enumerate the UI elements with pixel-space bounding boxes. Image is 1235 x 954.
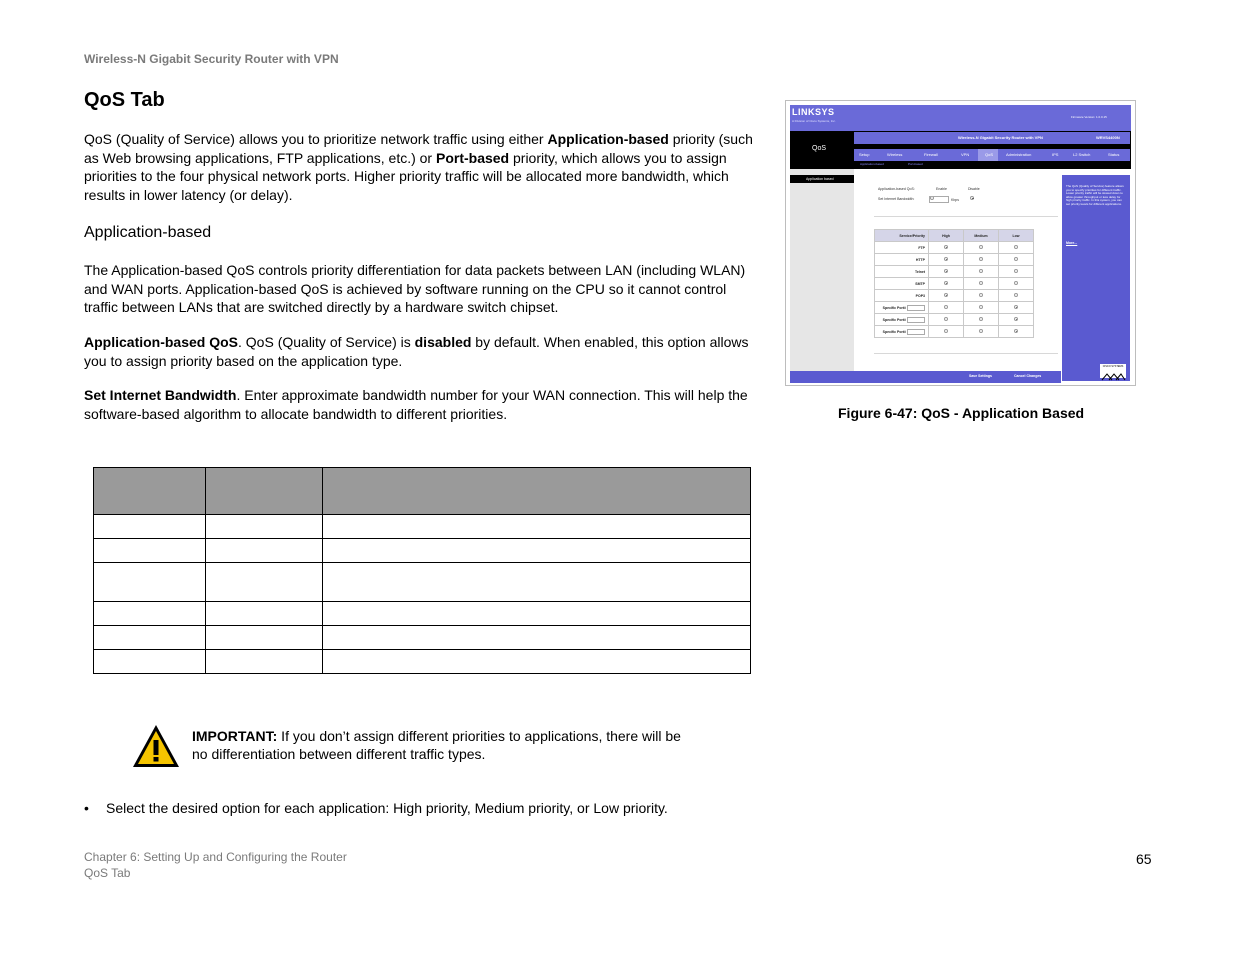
col-service: Service/Priority: [875, 230, 929, 242]
divider: [874, 216, 1058, 217]
cisco-bridge-icon: [1100, 372, 1126, 381]
table-cell: [94, 650, 206, 674]
col-medium: Medium: [964, 230, 999, 242]
priority-radio-low[interactable]: [1014, 281, 1018, 285]
priority-table-header: [875, 230, 1034, 242]
table-row: [94, 563, 751, 602]
nav-status[interactable]: Status: [1108, 152, 1120, 157]
priority-row: [875, 242, 1034, 254]
blank-reference-table: [93, 467, 751, 674]
intro-text-1: QoS (Quality of Service) allows you to prioritize network traffic using either: [84, 131, 548, 147]
priority-cell-low: [999, 242, 1034, 254]
bandwidth-text: . Enter approximate bandwidth number for your WAN connection. This will help the software-based algorithm to allocate bandwidth to different priorities.: [84, 387, 748, 422]
save-settings-button[interactable]: Save Settings: [969, 374, 992, 378]
disable-label: Disable: [968, 187, 980, 191]
priority-cell-low: [999, 326, 1034, 338]
table-cell: [94, 602, 206, 626]
priority-cell-low: [999, 290, 1034, 302]
priority-service-cell: [875, 290, 929, 302]
bandwidth-term: Set Internet Bandwidth: [84, 387, 237, 403]
table-cell: [94, 626, 206, 650]
table-cell: [206, 539, 323, 563]
subnav-application-based[interactable]: Application-based: [860, 162, 884, 166]
priority-radio-medium[interactable]: [979, 317, 983, 321]
port-input[interactable]: [907, 305, 925, 311]
service-name: Specific Port#: [882, 329, 906, 334]
priority-cell-medium: [964, 326, 999, 338]
priority-cell-low: [999, 254, 1034, 266]
enable-label: Enable: [936, 187, 947, 191]
nav-qos[interactable]: QoS: [985, 152, 994, 157]
priority-cell-medium: [964, 266, 999, 278]
priority-cell-low: [999, 314, 1034, 326]
table-cell: [206, 602, 323, 626]
help-text: The QoS (Quality of Service) feature allows you to specify priorities for different traffic. Lower priority traffic will be slowed down to allow greater throughput or less delay for high priority traffic. In this system, you can set priority levels for different applications.: [1066, 184, 1124, 206]
priority-cell-high: [929, 290, 964, 302]
table-cell: [94, 563, 206, 602]
priority-cell-medium: [964, 314, 999, 326]
intro-text-2: priority (such as Web browsing applications, FTP applications, etc.) or: [84, 131, 753, 166]
bandwidth-input[interactable]: [929, 196, 949, 203]
priority-cell-low: [999, 266, 1034, 278]
priority-cell-medium: [964, 242, 999, 254]
service-name: FTP: [918, 245, 925, 250]
priority-radio-low[interactable]: [1014, 305, 1018, 309]
table-cell: [323, 539, 751, 563]
left-section-header-label: Application based: [806, 177, 834, 181]
priority-row: [875, 302, 1034, 314]
service-name: Telnet: [914, 269, 925, 274]
priority-radio-medium[interactable]: [979, 329, 983, 333]
table-cell: [206, 626, 323, 650]
priority-radio-high[interactable]: [944, 293, 948, 297]
table-row: [94, 650, 751, 674]
product-name: Wireless-N Gigabit Security Router with VPN: [958, 135, 1043, 140]
intro-paragraph: [84, 130, 760, 204]
application-based-paragraph: The Application-based QoS controls priority differentiation for data packets between LAN (including WLAN) and WAN ports. Application-based QoS is achieved by software running on the CPU so it cannot control traffic between LANs that are switched directly by a hardware switch chipset.: [84, 262, 746, 315]
table-header-cell: [206, 468, 323, 515]
priority-cell-high: [929, 326, 964, 338]
model-number: WRVS4400N: [1096, 135, 1120, 140]
priority-row: [875, 290, 1034, 302]
priority-row: [875, 314, 1034, 326]
priority-service-cell: [875, 314, 929, 326]
table-row: [94, 626, 751, 650]
important-note: [192, 727, 692, 763]
figure-screenshot: [785, 100, 1136, 386]
firmware-version: Firmware Version: 1.0.0.15: [1071, 115, 1107, 119]
priority-service-cell: [875, 278, 929, 290]
nav-l2-switch[interactable]: L2 Switch: [1073, 152, 1091, 157]
table-cell: [206, 515, 323, 539]
priority-cell-medium: [964, 290, 999, 302]
table-cell: [323, 515, 751, 539]
priority-cell-high: [929, 302, 964, 314]
priority-radio-medium[interactable]: [979, 281, 983, 285]
priority-radio-low[interactable]: [1014, 329, 1018, 333]
application-qos-text-2: by default. When enabled, this option allows you to assign priority based on the application type.: [84, 334, 749, 369]
nav-ips[interactable]: IPS: [1052, 152, 1059, 157]
cisco-logo-text: CISCO SYSTEMS: [1102, 365, 1124, 368]
priority-radio-low[interactable]: [1014, 293, 1018, 297]
priority-row: [875, 326, 1034, 338]
priority-cell-medium: [964, 254, 999, 266]
page-number: 65: [1136, 851, 1152, 867]
service-name: HTTP: [915, 257, 925, 262]
priority-radio-high[interactable]: [944, 305, 948, 309]
logo-subtitle: A Division of Cisco Systems, Inc.: [792, 119, 836, 123]
priority-cell-medium: [964, 302, 999, 314]
cancel-changes-button[interactable]: Cancel Changes: [1014, 374, 1042, 378]
table-header-cell: [94, 468, 206, 515]
priority-radio-high[interactable]: [944, 281, 948, 285]
priority-cell-high: [929, 254, 964, 266]
table-cell: [94, 539, 206, 563]
service-name: Specific Port#: [882, 305, 906, 310]
priority-radio-high[interactable]: [944, 317, 948, 321]
screenshot-left-column: [790, 169, 854, 383]
nav-administration[interactable]: Administration: [1006, 152, 1032, 157]
priority-radio-medium[interactable]: [979, 269, 983, 273]
priority-radio-low[interactable]: [1014, 269, 1018, 273]
priority-radio-high[interactable]: [944, 245, 948, 249]
bullet-icon: •: [84, 800, 89, 816]
footer-section: QoS Tab: [84, 866, 131, 880]
priority-cell-high: [929, 266, 964, 278]
priority-radio-medium[interactable]: [979, 257, 983, 261]
priority-radio-medium[interactable]: [979, 245, 983, 249]
bullet-text: Select the desired option for each application: High priority, Medium priority, or Low priority.: [106, 800, 668, 816]
priority-radio-medium[interactable]: [979, 305, 983, 309]
col-high: High: [929, 230, 964, 242]
priority-cell-high: [929, 278, 964, 290]
priority-cell-high: [929, 314, 964, 326]
table-cell: [206, 650, 323, 674]
priority-radio-low[interactable]: [1014, 245, 1018, 249]
app-qos-label: Application-based QoS:: [878, 187, 915, 191]
priority-radio-high[interactable]: [944, 269, 948, 273]
table-cell: [323, 563, 751, 602]
disabled-term: disabled: [414, 334, 472, 350]
warning-icon: [131, 723, 181, 769]
col-low: Low: [999, 230, 1034, 242]
priority-radio-high[interactable]: [944, 329, 948, 333]
service-name: Specific Port#: [882, 317, 906, 322]
table-cell: [94, 515, 206, 539]
priority-radio-medium[interactable]: [979, 293, 983, 297]
priority-row: [875, 278, 1034, 290]
bandwidth-paragraph: [84, 386, 760, 423]
priority-radio-low[interactable]: [1014, 317, 1018, 321]
intro-bold-application-based: Application-based: [547, 131, 669, 147]
priority-cell-high: [929, 242, 964, 254]
table-row: [94, 515, 751, 539]
nav-firewall[interactable]: Firewall: [924, 152, 938, 157]
priority-row: [875, 266, 1034, 278]
port-input[interactable]: [907, 329, 925, 335]
priority-service-cell: [875, 266, 929, 278]
more-link[interactable]: More...: [1066, 241, 1078, 245]
cisco-logo: [1100, 364, 1126, 378]
important-text: If you don’t assign different priorities to applications, there will be no differentiation between different traffic types.: [192, 728, 681, 762]
priority-service-cell: [875, 254, 929, 266]
intro-text-3: priority, which allows you to assign priorities to the four physical network ports. Higher priority traffic will be allocated more bandwidth, which results in lower latency (or delay).: [84, 149, 729, 203]
intro-bold-port-based: Port-based: [435, 149, 510, 166]
port-input[interactable]: [907, 317, 925, 323]
priority-row: [875, 254, 1034, 266]
table-cell: [323, 650, 751, 674]
priority-radio-high[interactable]: [944, 257, 948, 261]
priority-cell-low: [999, 278, 1034, 290]
sub-nav-bar: [854, 161, 1130, 169]
table-row: [94, 539, 751, 563]
table-row: [94, 602, 751, 626]
table-cell: [323, 602, 751, 626]
bandwidth-label: Set Internet Bandwidth:: [878, 197, 915, 201]
divider-bottom: [874, 353, 1058, 354]
application-qos-term: Application-based QoS: [84, 334, 239, 350]
screenshot-tab-label: QoS: [812, 145, 827, 152]
bullet-item: [84, 800, 668, 816]
section-title: QoS Tab: [84, 89, 165, 111]
table-cell: [206, 563, 323, 602]
priority-radio-low[interactable]: [1014, 257, 1018, 261]
subheading-application-based: Application-based: [84, 224, 212, 241]
application-qos-text-1: . QoS (Quality of Service) is: [238, 334, 415, 350]
application-qos-paragraph: [84, 333, 760, 370]
subnav-port-based[interactable]: Port-based: [908, 162, 923, 166]
table-header-cell: [323, 468, 751, 515]
footer-chapter: Chapter 6: Setting Up and Configuring the Router: [84, 850, 347, 864]
linksys-logo: LINKSYS: [792, 107, 835, 117]
nav-vpn[interactable]: VPN: [961, 152, 970, 157]
priority-service-cell: [875, 302, 929, 314]
important-label: IMPORTANT:: [192, 728, 278, 744]
document-header: Wireless-N Gigabit Security Router with VPN: [84, 52, 339, 66]
priority-cell-medium: [964, 278, 999, 290]
bandwidth-unit: Kbps: [951, 198, 959, 202]
table-cell: [323, 626, 751, 650]
table-header-row: [94, 468, 751, 515]
nav-wireless[interactable]: Wireless: [887, 152, 903, 157]
service-name: SMTP: [915, 281, 925, 286]
figure-caption: Figure 6-47: QoS - Application Based: [838, 405, 1085, 421]
priority-cell-low: [999, 302, 1034, 314]
priority-table: [874, 229, 1034, 338]
nav-setup[interactable]: Setup: [859, 152, 870, 157]
priority-service-cell: [875, 326, 929, 338]
service-name: POP3: [915, 293, 925, 298]
priority-service-cell: [875, 242, 929, 254]
